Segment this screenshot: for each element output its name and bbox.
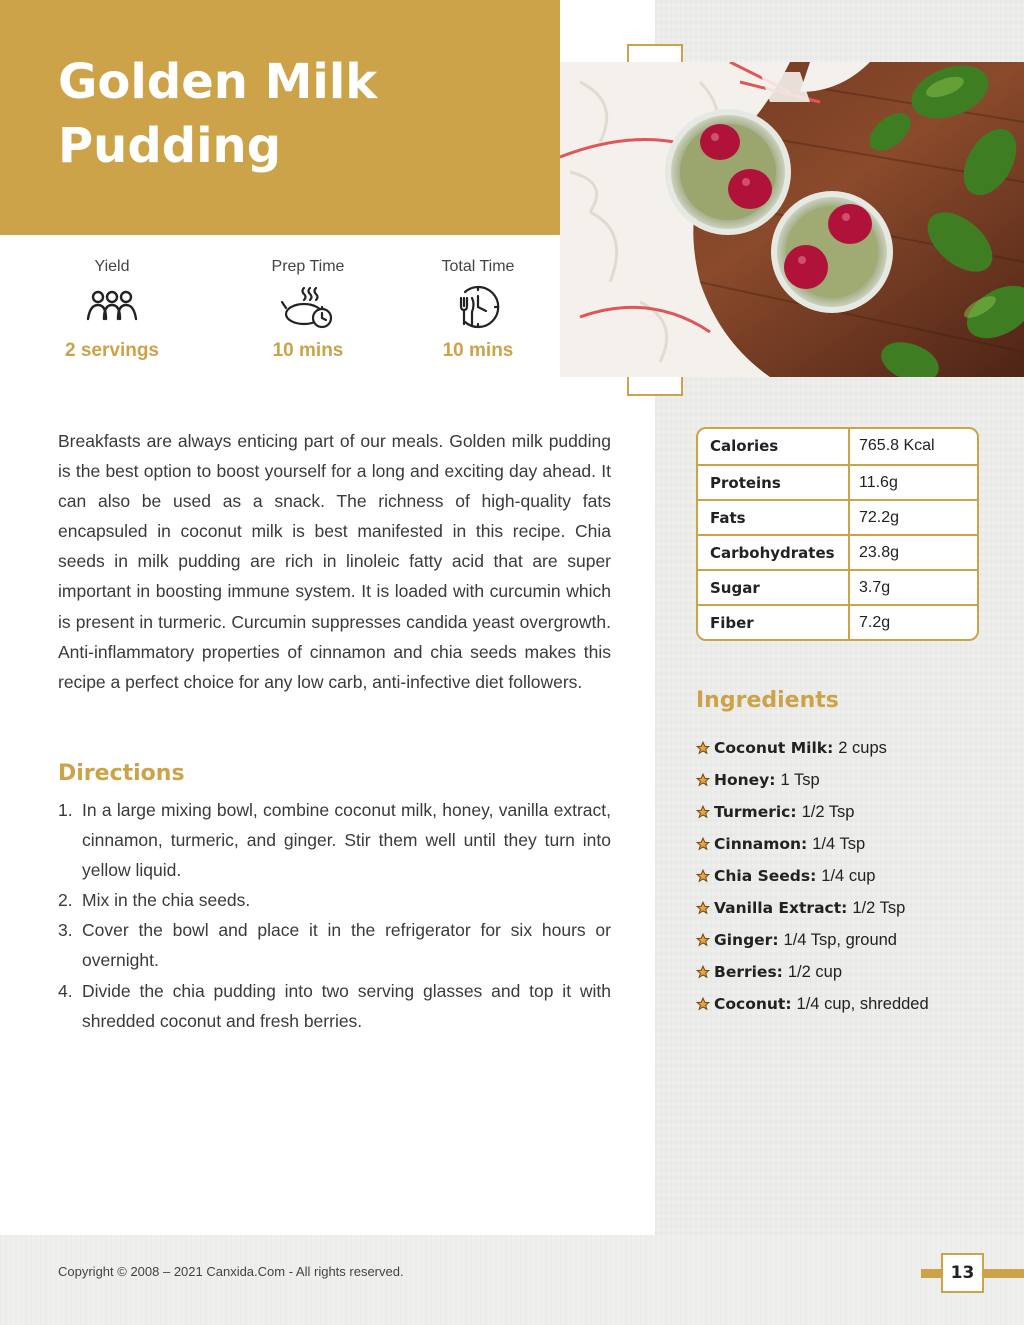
ingredient-item	[696, 924, 1016, 956]
step-text: In a large mixing bowl, combine coconut milk, honey, vanilla extract, cinnamon, turmeric, and ginger. Stir them well until they turn into yellow liquid.	[82, 800, 611, 881]
star-icon	[696, 965, 714, 979]
step-number: 1.	[58, 800, 73, 820]
people-icon	[42, 282, 182, 332]
star-icon	[696, 805, 714, 819]
clock-utensils-icon	[408, 282, 548, 332]
ingredient-qty: 1/2 Tsp	[801, 802, 855, 821]
ingredient-item	[696, 828, 1016, 860]
nutrient-value: 3.7g	[859, 579, 891, 596]
ingredient-name: Berries:	[714, 963, 783, 981]
ingredient-name: Coconut Milk:	[714, 739, 834, 757]
copyright-text: Copyright © 2008 – 2021 Canxida.Com - All rights reserved.	[58, 1264, 404, 1279]
page-title	[58, 50, 377, 178]
ingredient-item	[696, 892, 1016, 924]
star-icon	[696, 869, 714, 883]
direction-step	[58, 795, 611, 885]
ingredient-qty: 1/4 cup, shredded	[796, 994, 929, 1013]
ingredient-item	[696, 988, 1016, 1020]
ingredient-qty: 1/2 Tsp	[852, 898, 906, 917]
yield-info	[42, 258, 182, 362]
nutrient-name: Sugar	[698, 571, 850, 604]
nutrient-name: Fiber	[698, 606, 850, 639]
ingredient-item	[696, 732, 1016, 764]
ingredient-name: Turmeric:	[714, 803, 797, 821]
footer-band	[0, 1235, 1024, 1325]
nutrition-table	[696, 427, 979, 641]
total-time-value: 10 mins	[442, 340, 514, 361]
direction-step	[58, 915, 611, 975]
ingredient-qty: 2 cups	[838, 738, 887, 757]
prep-time-label: Prep Time	[271, 258, 345, 275]
title-line-1: Golden Milk	[58, 54, 378, 110]
step-text: Mix in the chia seeds.	[82, 890, 251, 911]
step-number: 3.	[58, 920, 73, 941]
nutrition-row	[698, 534, 977, 569]
directions-list	[58, 795, 611, 1036]
ingredient-name: Coconut:	[714, 995, 792, 1013]
step-text: Divide the chia pudding into two serving glasses and top it with shredded coconut and fresh berries.	[82, 980, 611, 1031]
star-icon	[696, 997, 714, 1011]
page-number: 13	[941, 1253, 984, 1293]
star-icon	[696, 933, 714, 947]
star-icon	[696, 741, 714, 755]
total-time-info	[408, 258, 548, 362]
nutrient-name: Fats	[698, 501, 850, 534]
prep-time-info	[238, 258, 378, 362]
nutrient-value: 11.6g	[859, 474, 898, 491]
nutrient-value: 765.8 Kcal	[859, 437, 935, 454]
nutrient-value: 7.2g	[859, 614, 891, 631]
ingredients-list	[696, 732, 1016, 1020]
ingredient-qty: 1 Tsp	[780, 770, 820, 789]
nutrient-name: Proteins	[698, 466, 850, 499]
pan-timer-icon	[238, 282, 378, 332]
page-bar-right	[984, 1269, 1024, 1278]
nutrition-row	[698, 499, 977, 534]
ingredient-item	[696, 764, 1016, 796]
recipe-photo	[560, 62, 1024, 377]
nutrition-row	[698, 429, 977, 464]
ingredient-name: Ginger:	[714, 931, 779, 949]
nutrient-name: Calories	[698, 429, 850, 464]
page-bar-left	[921, 1269, 941, 1278]
direction-step	[58, 976, 611, 1036]
ingredient-name: Chia Seeds:	[714, 867, 817, 885]
star-icon	[696, 901, 714, 915]
ingredient-item	[696, 860, 1016, 892]
ingredients-heading: Ingredients	[696, 688, 839, 713]
nutrient-value: 72.2g	[859, 509, 900, 526]
ingredient-qty: 1/2 cup	[787, 962, 842, 981]
step-number: 2.	[58, 890, 73, 911]
ingredient-name: Vanilla Extract:	[714, 899, 848, 917]
intro-paragraph: Breakfasts are always enticing part of our meals. Golden milk pudding is the best option to boost yourself for a long and exciting day ahead. It can also be used as a snack. The richness of high-quality fats encapsuled in coconut milk is best manifested in this recipe. Chia seeds in milk pudding are rich in linoleic fatty acid that are super important in boosting immune system. It is loaded with curcumin which is present in turmeric. Curcumin suppresses candida yeast overgrowth. Anti-inflammatory properties of cinnamon and chia seeds makes this recipe a perfect choice for any low carb, anti-infective diet followers.	[58, 431, 611, 692]
ingredient-qty: 1/4 Tsp	[812, 834, 866, 853]
direction-step	[58, 885, 611, 915]
nutrition-row	[698, 569, 977, 604]
nutrition-row	[698, 464, 977, 499]
title-line-2: Pudding	[58, 118, 282, 174]
nutrient-value: 23.8g	[859, 544, 900, 561]
ingredient-item	[696, 956, 1016, 988]
ingredient-qty: 1/4 cup	[821, 866, 876, 885]
nutrient-name: Carbohydrates	[698, 536, 850, 569]
ingredient-item	[696, 796, 1016, 828]
total-time-label: Total Time	[441, 258, 515, 275]
directions-heading: Directions	[58, 761, 185, 786]
star-icon	[696, 837, 714, 851]
ingredient-name: Honey:	[714, 771, 776, 789]
yield-label: Yield	[94, 258, 130, 275]
nutrition-row	[698, 604, 977, 639]
yield-value: 2 servings	[65, 340, 159, 361]
step-number: 4.	[58, 980, 73, 1001]
ingredient-name: Cinnamon:	[714, 835, 808, 853]
step-text: Cover the bowl and place it in the refrigerator for six hours or overnight.	[82, 920, 611, 971]
prep-time-value: 10 mins	[272, 340, 344, 361]
star-icon	[696, 773, 714, 787]
ingredient-qty: 1/4 Tsp, ground	[783, 930, 897, 949]
title-banner	[0, 0, 560, 235]
